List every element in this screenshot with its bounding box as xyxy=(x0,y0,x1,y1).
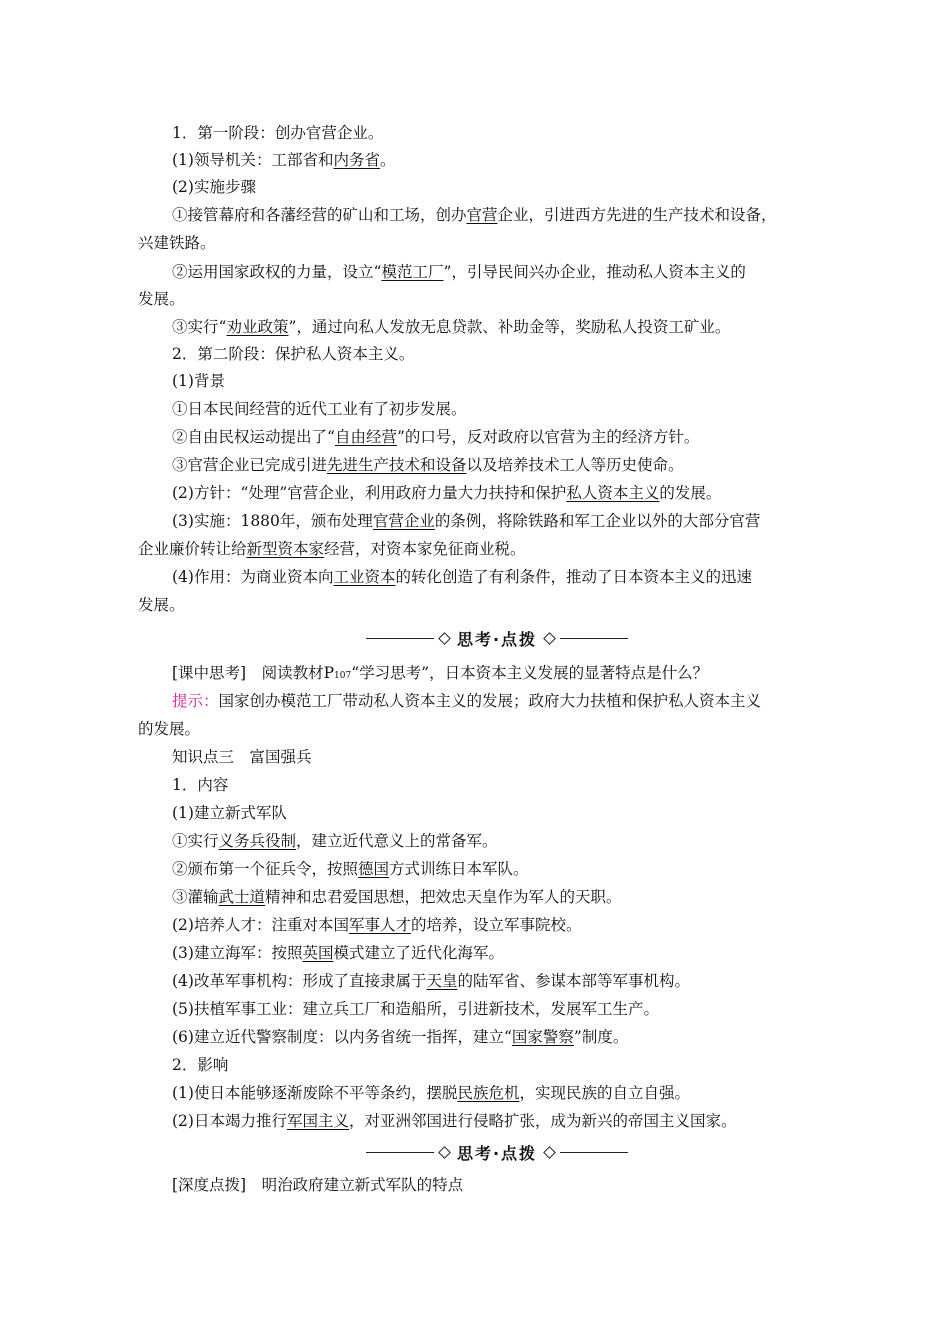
effect-cont: 发展。 xyxy=(138,596,185,614)
new-army-label: (1)建立新式军队 xyxy=(172,804,287,822)
background-item-1: ①日本民间经营的近代工业有了初步发展。 xyxy=(172,400,467,418)
think-hint: 提示：国家创办模范工厂带动私人资本主义的发展；政府大力扶植和保护私人资本主义 xyxy=(172,692,762,710)
navy-line: (3)建立海军：按照英国模式建立了近代化海军。 xyxy=(172,944,504,962)
step-one-cont: 兴建铁路。 xyxy=(138,234,216,252)
blank-answer: 内务省 xyxy=(333,151,380,169)
blank-answer: 模范工厂 xyxy=(381,263,444,281)
blank-answer: 劝业政策 xyxy=(226,318,289,336)
diamond-icon xyxy=(543,1146,556,1159)
army-item-1: ①实行义务兵役制，建立近代意义上的常备军。 xyxy=(172,832,498,850)
think-question: [课中思考] 阅读教材P107“学习思考”，日本资本主义发展的显著特点是什么？ xyxy=(172,664,709,682)
blank-answer: 军事人才 xyxy=(348,916,411,934)
blank-answer: 国家警察 xyxy=(511,1028,574,1046)
blank-answer: 官营企业 xyxy=(372,512,435,530)
talent-line: (2)培养人才：注重对本国军事人才的培养，设立军事院校。 xyxy=(172,916,582,934)
divider-label: 思考·点拨 xyxy=(456,1143,538,1163)
background-label: (1)背景 xyxy=(172,372,225,390)
diamond-icon xyxy=(543,632,556,645)
blank-answer: 官营 xyxy=(466,206,498,224)
blank-answer: 新型资本家 xyxy=(246,540,325,558)
divider-rule xyxy=(560,638,628,639)
step-one-line: ①接管幕府和各藩经营的矿山和工场，创办官营企业，引进西方先进的生产技术和设备， xyxy=(172,206,777,224)
police-line: (6)建立近代警察制度：以内务省统一指挥，建立“国家警察”制度。 xyxy=(172,1028,629,1046)
policy-line: (2)方针：“处理”官营企业，利用政府力量大力扶持和保护私人资本主义的发展。 xyxy=(172,484,722,502)
blank-answer: 工业资本 xyxy=(333,568,396,586)
step-two-cont: 发展。 xyxy=(138,290,185,308)
army-item-3: ③灌输武士道精神和忠君爱国思想，把效忠天皇作为军人的天职。 xyxy=(172,888,622,906)
content-title: 1．内容 xyxy=(172,776,229,794)
blank-answer: 德国 xyxy=(358,860,390,878)
divider-rule xyxy=(366,1152,434,1153)
blank-answer: 英国 xyxy=(302,944,334,962)
blank-answer: 天皇 xyxy=(426,972,458,990)
step-three-line: ③实行“劝业政策”，通过向私人发放无息贷款、补助金等，奖励私人投资工矿业。 xyxy=(172,318,731,336)
blank-answer: 自由经营 xyxy=(334,428,397,446)
steps-label: (2)实施步骤 xyxy=(172,178,256,196)
knowledge-point-heading: 知识点三 富国强兵 xyxy=(172,748,312,766)
diamond-icon xyxy=(438,632,451,645)
blank-answer: 先进生产技术和设备 xyxy=(327,456,467,474)
section-divider xyxy=(366,1140,628,1164)
diamond-icon xyxy=(438,1146,451,1159)
stage-two-title: 2．第二阶段：保护私人资本主义。 xyxy=(172,345,415,363)
deep-insight-line: [深度点拨] 明治政府建立新式军队的特点 xyxy=(172,1176,464,1194)
military-organ-line: (4)改革军事机构：形成了直接隶属于天皇的陆军省、参谋本部等军事机构。 xyxy=(172,972,690,990)
blank-answer: 武士道 xyxy=(218,888,266,906)
background-item-2: ②自由民权运动提出了“自由经营”的口号，反对政府以官营为主的经济方针。 xyxy=(172,428,700,446)
blank-answer: 民族危机 xyxy=(457,1084,520,1102)
blank-answer: 义务兵役制 xyxy=(218,832,297,850)
divider-rule xyxy=(560,1152,628,1153)
hint-label: 提示： xyxy=(172,692,219,710)
section-divider xyxy=(366,626,628,650)
think-hint-cont: 的发展。 xyxy=(138,720,201,738)
effect-line: (4)作用：为商业资本向工业资本的转化创造了有利条件，推动了日本资本主义的迅速 xyxy=(172,568,752,586)
leading-organ-line: (1)领导机关：工部省和内务省。 xyxy=(172,151,396,169)
divider-rule xyxy=(366,638,434,639)
impact-title: 2．影响 xyxy=(172,1056,229,1074)
background-item-3: ③官营企业已完成引进先进生产技术和设备以及培养技术工人等历史使命。 xyxy=(172,456,684,474)
blank-answer: 私人资本主义 xyxy=(566,484,660,502)
implementation-cont: 企业廉价转让给新型资本家经营，对资本家免征商业税。 xyxy=(138,540,526,558)
impact-item-1: (1)使日本能够逐渐废除不平等条约，摆脱民族危机，实现民族的自立自强。 xyxy=(172,1084,690,1102)
impact-item-2: (2)日本竭力推行军国主义，对亚洲邻国进行侵略扩张，成为新兴的帝国主义国家。 xyxy=(172,1112,737,1130)
military-industry-line: (5)扶植军事工业：建立兵工厂和造船所，引进新技术，发展军工生产。 xyxy=(172,1000,659,1018)
army-item-2: ②颁布第一个征兵令，按照德国方式训练日本军队。 xyxy=(172,860,529,878)
step-two-line: ②运用国家政权的力量，设立“模范工厂”，引导民间兴办企业，推动私人资本主义的 xyxy=(172,263,746,281)
blank-answer: 军国主义 xyxy=(286,1112,349,1130)
implementation-line: (3)实施：1880年，颁布处理官营企业的条例，将除铁路和军工企业以外的大部分官营 xyxy=(172,512,761,530)
divider-label: 思考·点拨 xyxy=(456,629,538,649)
stage-one-title: 1．第一阶段：创办官营企业。 xyxy=(172,124,384,142)
